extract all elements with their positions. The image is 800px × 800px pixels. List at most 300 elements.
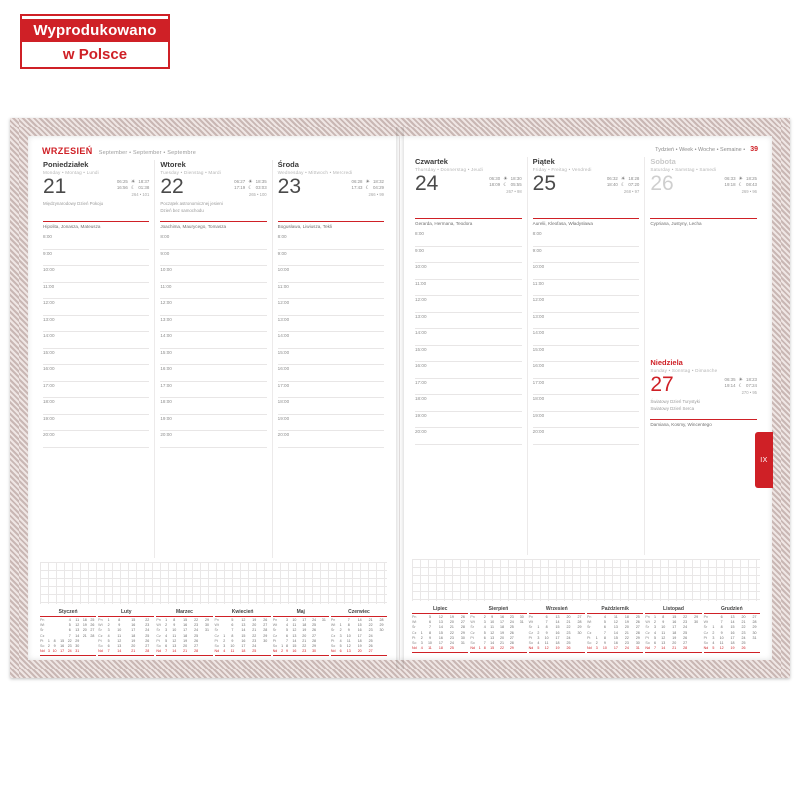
mini-day: 18 [131, 633, 136, 638]
hour-slot[interactable]: 20:00 [43, 431, 149, 448]
mini-day: 17 [183, 628, 188, 633]
mini-day: 1 [478, 646, 481, 651]
mini-day: 26 [566, 646, 571, 651]
mini-day: 31 [460, 641, 465, 646]
day-title: Środa [277, 160, 299, 169]
mini-day: 21 [566, 620, 571, 625]
mini-day: 5 [654, 635, 657, 640]
mini-dow-label: Pn [330, 618, 336, 622]
mini-dow-label: So [156, 644, 161, 649]
mini-dow-label: Śr [330, 628, 335, 633]
mini-day: 3 [537, 635, 540, 640]
mini-dow-label: Pt [272, 638, 277, 643]
hour-slot[interactable]: 14:00 [43, 332, 149, 349]
mini-day: 21 [449, 625, 454, 630]
mini-day: 27 [460, 620, 465, 625]
mini-day: 25 [741, 641, 746, 646]
mini-month-name: Luty [120, 609, 132, 615]
mini-dow-label: Pt [703, 635, 708, 640]
mini-dow-label: So [330, 644, 336, 649]
mini-day: 3 [654, 625, 657, 630]
hour-slot[interactable]: 16:00 [533, 362, 640, 379]
mini-day: 27 [683, 641, 688, 646]
mini-day: 8 [118, 618, 121, 622]
hour-slot[interactable]: 17:00 [278, 382, 384, 399]
saturday-block [650, 157, 757, 354]
hour-slot[interactable]: 11:00 [533, 280, 640, 297]
mini-dow-label: Pt [586, 635, 591, 640]
mini-day: 11 [614, 615, 618, 619]
mini-calendar[interactable] [331, 609, 387, 656]
mini-day: 23 [449, 635, 454, 640]
hour-slot[interactable]: 8:00 [533, 230, 640, 247]
mini-day: 2 [537, 630, 540, 635]
mini-day: 23 [194, 623, 199, 628]
mini-calendar[interactable] [704, 606, 760, 653]
mini-calendar[interactable] [40, 609, 96, 656]
sunset-time: 18:25 [746, 176, 758, 181]
mini-day: 16 [60, 644, 65, 649]
mini-day: 26 [194, 638, 199, 643]
hour-slot[interactable]: 17:00 [533, 379, 640, 396]
mini-day: 25 [90, 618, 95, 622]
mini-day: 11 [172, 633, 177, 638]
mini-dow-label: Pt [98, 638, 102, 643]
hour-slot[interactable]: 12:00 [415, 296, 522, 313]
mini-dow-label: Cz [412, 630, 417, 635]
day-title: Piątek [532, 157, 555, 166]
day-count: 264 • 101 [131, 192, 150, 197]
mini-dow-label: Śr [412, 625, 416, 630]
mini-day: 13 [346, 649, 351, 654]
mini-day [260, 649, 271, 654]
mini-day [457, 646, 468, 651]
hour-slot[interactable]: 10:00 [160, 266, 266, 283]
mini-day [319, 649, 329, 654]
mini-day: 28 [577, 620, 582, 625]
mini-day: 17 [672, 625, 677, 630]
mini-dow-label: Wt [98, 623, 103, 628]
mini-day: 15 [241, 633, 246, 638]
mini-day: 9 [428, 635, 431, 640]
mini-day: 18 [499, 625, 504, 630]
mini-day: 5 [107, 638, 110, 643]
mini-dow-label: Cz [528, 630, 534, 635]
mini-day: 23 [509, 615, 514, 619]
mini-day: 23 [683, 620, 688, 625]
mini-dow-label: So [470, 641, 475, 646]
day-events: Międzynarodowy Dzień Pokoju [43, 201, 104, 206]
sunset-time: 18:32 [372, 179, 384, 184]
mini-day: 24 [741, 635, 746, 640]
hour-slot[interactable]: 12:00 [43, 299, 149, 316]
mini-week-row [156, 628, 212, 633]
day-number: 21 [43, 175, 67, 198]
hour-slot[interactable]: 16:00 [160, 365, 266, 382]
mini-day: 23 [302, 649, 307, 654]
mini-dow-label: So [645, 641, 650, 646]
hour-slot[interactable]: 19:00 [278, 415, 384, 432]
mini-day: 18 [672, 630, 677, 635]
day-title: Wtorek [160, 160, 186, 169]
hour-slot[interactable]: 13:00 [43, 316, 149, 333]
hour-slot[interactable]: 15:00 [43, 349, 149, 366]
hour-slot[interactable]: 8:00 [415, 230, 522, 247]
mini-day: 29 [460, 630, 465, 635]
day-count: 267 • 98 [506, 189, 522, 194]
mini-day: 24 [683, 625, 688, 630]
hour-slot[interactable]: 10:00 [278, 266, 384, 283]
mini-dow-label: Nd [98, 649, 103, 654]
mini-dow-label: Śr [703, 625, 708, 630]
month-name-translations: September • September • Septembre [98, 150, 196, 156]
mini-day: 3 [339, 633, 342, 638]
mini-day: 20 [449, 620, 454, 625]
hour-slot[interactable]: 8:00 [278, 233, 384, 250]
mini-day: 13 [438, 620, 443, 625]
mini-day: 20 [624, 625, 629, 630]
hour-slot[interactable]: 10:00 [533, 263, 640, 280]
hour-slot[interactable]: 18:00 [278, 398, 384, 415]
planner-book [10, 118, 790, 678]
hour-slot[interactable]: 18:00 [160, 398, 266, 415]
month-header [38, 144, 389, 160]
mini-dow-label: Pn [412, 615, 417, 619]
hour-slot[interactable]: 16:00 [43, 365, 149, 382]
mini-calendar[interactable] [470, 606, 526, 653]
sunset-time: 18:30 [510, 176, 522, 181]
mini-day: 17 [131, 628, 136, 633]
month-tab[interactable]: IX [755, 432, 773, 488]
hour-slot[interactable]: 9:00 [278, 250, 384, 267]
mini-day: 29 [205, 618, 210, 622]
mini-week-row [412, 646, 468, 651]
hour-slot[interactable]: 12:00 [278, 299, 384, 316]
hour-slot[interactable]: 8:00 [160, 233, 266, 250]
mini-calendar[interactable] [412, 606, 468, 653]
mini-day: 16 [555, 630, 560, 635]
right-mini-calendars [410, 606, 762, 653]
mini-day: 24 [252, 644, 257, 649]
mini-day: 29 [577, 625, 582, 630]
mini-day: 20 [252, 623, 257, 628]
mini-day: 11 [292, 623, 297, 628]
hour-slot[interactable]: 9:00 [533, 247, 640, 264]
mini-day: 1 [537, 625, 540, 630]
hour-slot[interactable]: 20:00 [415, 428, 522, 445]
hour-slot[interactable]: 11:00 [278, 283, 384, 300]
mini-day: 8 [662, 615, 665, 619]
hour-lines [533, 230, 640, 445]
hour-slot[interactable]: 18:00 [415, 395, 522, 412]
mini-day: 14 [357, 618, 362, 622]
mini-calendar[interactable] [587, 606, 643, 653]
mini-calendar[interactable] [98, 609, 154, 656]
mini-day: 5 [537, 646, 540, 651]
mini-month-table [156, 618, 212, 654]
hour-slot[interactable]: 9:00 [43, 250, 149, 267]
mini-day: 4 [712, 641, 715, 646]
mini-day: 7 [347, 618, 350, 622]
mini-day: 4 [286, 623, 289, 628]
mini-day: 10 [346, 633, 351, 638]
month-name: WRZESIEŃ [42, 146, 93, 156]
mini-day: 26 [635, 620, 640, 625]
mini-day: 3 [165, 628, 168, 633]
day-number-row [278, 176, 384, 198]
hour-slot[interactable]: 12:00 [160, 299, 266, 316]
left-notes-grid[interactable] [40, 562, 387, 604]
mini-calendar[interactable] [273, 609, 329, 656]
mini-dow-label: Pn [586, 615, 592, 619]
hour-slot[interactable]: 14:00 [533, 329, 640, 346]
hour-slot[interactable]: 13:00 [533, 313, 640, 330]
mini-day: 5 [603, 620, 606, 625]
mini-month-table [529, 615, 585, 651]
mini-day: 14 [292, 638, 297, 643]
moon-icon: ☾ [248, 185, 253, 191]
mini-day: 2 [483, 615, 486, 619]
mini-dow-label: Cz [98, 633, 103, 638]
hour-slot[interactable]: 18:00 [533, 395, 640, 412]
hour-slot[interactable]: 16:00 [278, 365, 384, 382]
hour-slot[interactable]: 17:00 [43, 382, 149, 399]
mini-day: 29 [312, 644, 317, 649]
mini-week-row [98, 649, 154, 654]
mini-dow-label: So [214, 644, 219, 649]
day-number-row [160, 176, 266, 198]
day-title: Poniedziałek [43, 160, 89, 169]
mini-month-name: Kwiecień [231, 609, 254, 615]
hour-slot[interactable]: 15:00 [160, 349, 266, 366]
mini-day: 24 [368, 633, 373, 638]
mini-day: 20 [82, 628, 87, 633]
hour-lines [415, 230, 522, 445]
mini-day: 7 [483, 641, 486, 646]
mini-dow-label: Nd [272, 649, 278, 654]
mini-day: 21 [499, 641, 504, 646]
mini-day: 16 [241, 638, 246, 643]
hour-slot[interactable]: 12:00 [533, 296, 640, 313]
hour-slot[interactable]: 15:00 [415, 346, 522, 363]
hour-slot[interactable]: 20:00 [533, 428, 640, 445]
mini-day: 4 [339, 638, 342, 643]
mini-day: 2 [223, 638, 226, 643]
mini-day: 4 [603, 615, 606, 619]
mini-day: 4 [68, 618, 71, 622]
mini-day: 12 [75, 623, 80, 628]
hour-slot[interactable]: 16:00 [415, 362, 522, 379]
mini-day: 25 [252, 649, 257, 654]
hour-slot[interactable]: 20:00 [160, 431, 266, 448]
mini-day: 9 [603, 641, 606, 646]
hour-slot[interactable]: 19:00 [533, 412, 640, 429]
mini-day: 13 [241, 623, 246, 628]
mini-day: 27 [509, 635, 514, 640]
mini-day: 7 [68, 633, 71, 638]
hour-slot[interactable]: 9:00 [415, 247, 522, 264]
hour-slot[interactable]: 8:00 [43, 233, 149, 250]
hour-slot[interactable]: 18:00 [43, 398, 149, 415]
hour-slot[interactable]: 10:00 [415, 263, 522, 280]
sunrise-time: 06:25 [116, 179, 128, 184]
mini-day: 14 [555, 620, 560, 625]
mini-dow-label: Cz [40, 633, 45, 638]
day-events [278, 201, 384, 219]
mini-day: 25 [566, 641, 571, 646]
hour-slot[interactable]: 15:00 [278, 349, 384, 366]
mini-day: 16 [131, 623, 136, 628]
mini-month-table [98, 618, 154, 654]
mini-calendar[interactable] [156, 609, 212, 656]
day-number-row [650, 173, 757, 195]
hour-slot[interactable]: 11:00 [43, 283, 149, 300]
mini-day: 29 [379, 623, 384, 628]
mini-day: 9 [53, 644, 56, 649]
mini-day: 6 [545, 615, 548, 619]
mini-dow-label: Nd [528, 646, 534, 651]
weekend-column [644, 157, 762, 555]
mini-day: 19 [302, 628, 307, 633]
mini-day: 24 [194, 628, 199, 633]
mini-day: 28 [460, 625, 465, 630]
day-number: 23 [277, 175, 302, 198]
mini-dow-label: Nd [645, 646, 650, 651]
mini-day: 10 [602, 646, 607, 651]
mini-day: 28 [509, 641, 514, 646]
day-number: 24 [415, 172, 439, 195]
mini-month-name: Listopad [663, 606, 684, 612]
hour-slot[interactable]: 13:00 [160, 316, 266, 333]
mini-calendar[interactable] [215, 609, 271, 656]
mini-day: 18 [624, 615, 629, 619]
mini-day: 20 [302, 633, 307, 638]
mini-day: 28 [145, 649, 150, 654]
mini-day [691, 646, 702, 651]
mini-dow-label: Wt [703, 620, 709, 625]
mini-day: 30 [519, 615, 524, 619]
mini-calendar[interactable] [529, 606, 585, 653]
sun-icon: ☀ [248, 179, 253, 185]
mini-day: 6 [231, 623, 234, 628]
mini-dow-label: Cz [586, 630, 592, 635]
hour-lines [43, 233, 149, 448]
moon-icon: ☾ [738, 182, 744, 188]
mini-day: 22 [624, 635, 629, 640]
mini-day: 17 [60, 649, 65, 654]
hour-slot[interactable]: 13:00 [278, 316, 384, 333]
day-title-translations: Wednesday • Mittwoch • Mercredi [277, 170, 353, 175]
mini-week-row [215, 649, 271, 654]
mini-day: 9 [491, 615, 494, 619]
mini-day: 5 [231, 618, 234, 622]
mini-month-table [645, 615, 701, 651]
mini-day: 20 [183, 644, 188, 649]
mini-dow-label: Śr [645, 625, 649, 630]
mini-day: 2 [595, 641, 598, 646]
mini-day: 18 [82, 618, 87, 622]
hour-slot[interactable]: 14:00 [415, 329, 522, 346]
day-title-translations: Monday • Montag • Lundi [43, 170, 99, 175]
mini-day: 27 [752, 615, 757, 619]
day-events: Początek astronomicznej jesieni Dzień bez samochodu [160, 201, 223, 213]
mini-day: 25 [635, 615, 640, 619]
mini-month-name: Sierpień [488, 606, 509, 612]
hour-slot[interactable]: 11:00 [415, 280, 522, 297]
mini-dow-label: So [40, 644, 45, 649]
hour-slot[interactable]: 17:00 [415, 379, 522, 396]
mini-day: 27 [90, 628, 95, 633]
mini-day: 7 [428, 625, 431, 630]
hour-slot[interactable]: 9:00 [160, 250, 266, 267]
day-number: 27 [650, 373, 674, 396]
mini-day: 4 [420, 646, 423, 651]
mini-month-table [40, 618, 96, 654]
hour-slot[interactable]: 17:00 [160, 382, 266, 399]
day-title: Czwartek [415, 157, 448, 166]
mini-day: 31 [519, 620, 524, 625]
made-in-poland-badge [20, 14, 170, 69]
mini-day: 1 [47, 638, 50, 643]
mini-day: 2 [712, 630, 715, 635]
moonset-time: 04:29 [372, 185, 384, 190]
hour-slot[interactable]: 14:00 [160, 332, 266, 349]
mini-day: 22 [67, 638, 72, 643]
mini-day: 3 [107, 628, 110, 633]
mini-day: 22 [566, 625, 571, 630]
mini-day: 25 [449, 646, 454, 651]
day-count: 268 • 97 [623, 189, 640, 194]
mini-day: 24 [566, 635, 571, 640]
mini-day: 3 [286, 618, 289, 622]
hour-slot[interactable]: 19:00 [415, 412, 522, 429]
hour-slot[interactable]: 15:00 [533, 346, 640, 363]
hour-slot[interactable]: 19:00 [43, 415, 149, 432]
hour-slot[interactable]: 19:00 [160, 415, 266, 432]
mini-day: 11 [75, 618, 80, 622]
mini-day: 19 [131, 638, 136, 643]
day-count: 269 • 96 [741, 189, 758, 194]
mini-day: 5 [165, 638, 168, 643]
mini-day: 22 [449, 630, 454, 635]
mini-dow-label: Śr [98, 628, 102, 633]
day-number-row [415, 173, 522, 195]
moon-icon: ☾ [130, 185, 136, 191]
mini-day [202, 649, 213, 654]
mini-day: 17 [241, 644, 246, 649]
day-title-translations: Saturday • Samstag • Samedi [650, 167, 717, 172]
mini-dow-label: Nd [330, 649, 336, 654]
mini-calendar[interactable] [645, 606, 701, 653]
mini-day: 27 [263, 623, 268, 628]
hour-slot[interactable]: 14:00 [278, 332, 384, 349]
hour-slot[interactable]: 10:00 [43, 266, 149, 283]
right-notes-grid[interactable] [412, 559, 760, 601]
mini-day: 23 [566, 630, 571, 635]
mini-day: 10 [719, 635, 724, 640]
mini-day: 5 [339, 644, 342, 649]
mini-day: 21 [82, 633, 87, 638]
hour-slot[interactable]: 13:00 [415, 313, 522, 330]
mini-dow-label: Cz [703, 630, 709, 635]
mini-day: 23 [67, 644, 72, 649]
hour-slot[interactable]: 11:00 [160, 283, 266, 300]
mini-dow-label: Nd [40, 649, 45, 654]
hour-slot[interactable]: 20:00 [278, 431, 384, 448]
moonrise-time: 18:40 [606, 182, 618, 187]
mini-day: 10 [52, 649, 57, 654]
mini-day: 18 [438, 646, 443, 651]
